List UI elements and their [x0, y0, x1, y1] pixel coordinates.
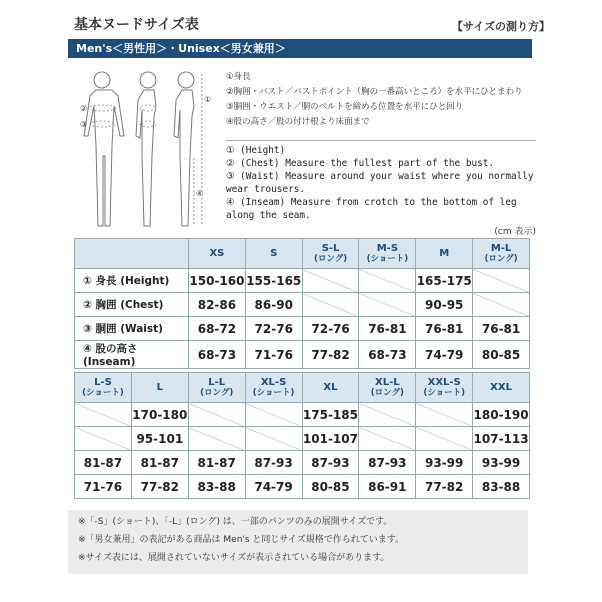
footnotes	[68, 510, 528, 574]
size-cell: 77-82	[302, 341, 359, 369]
size-cell: 175-185	[302, 403, 359, 427]
size-cell: 170-180	[131, 403, 188, 427]
size-cell: 77-82	[416, 475, 473, 499]
size-cell	[188, 403, 245, 427]
row-label: ② 胸囲 (Chest)	[75, 293, 189, 317]
en-note-chest: ② (Chest) Measure the fullest part of the bust.	[226, 158, 495, 169]
size-cell	[245, 427, 302, 451]
size-cell: 101-107	[302, 427, 359, 451]
size-table-1	[74, 238, 530, 369]
size-cell: 90-95	[416, 293, 473, 317]
size-cell: 76-81	[416, 317, 473, 341]
table1-header: XS	[189, 239, 246, 269]
size-cell: 68-73	[359, 341, 416, 369]
size-cell: 72-76	[302, 317, 359, 341]
figure-label-height: ①	[204, 95, 212, 104]
table1-corner	[75, 239, 189, 269]
table-row	[75, 341, 530, 369]
table-row	[75, 269, 530, 293]
footnote: ※「男女兼用」の表記がある商品は Men's と同じサイズ規格で作られています。	[78, 535, 404, 545]
table2-header: L	[131, 373, 188, 403]
size-cell	[302, 293, 359, 317]
size-cell: 76-81	[359, 317, 416, 341]
page-title: 基本ヌードサイズ表	[74, 17, 199, 33]
size-cell: 74-79	[416, 341, 473, 369]
table2-header: L-S (ショート)	[75, 373, 132, 403]
table-row	[75, 475, 530, 499]
table2-header: XL-L (ロング)	[359, 373, 416, 403]
size-cell: 80-85	[302, 475, 359, 499]
en-note-height: ① (Height)	[226, 145, 286, 156]
size-cell	[416, 427, 473, 451]
table-row	[75, 451, 530, 475]
footnote: ※サイズ表には、展開されていないサイズが表示されている場合があります。	[78, 553, 390, 563]
size-cell: 83-88	[188, 475, 245, 499]
table-row	[75, 317, 530, 341]
footnote: ※「-S」(ショート)、「-L」(ロング) は、一部のパンツのみの展開サイズです。	[78, 517, 393, 527]
size-cell: 74-79	[245, 475, 302, 499]
body-figures-illustration	[76, 66, 224, 232]
size-cell: 95-101	[131, 427, 188, 451]
jp-note-waist: ③胴囲・ウエスト／胴のベルトを締める位置を水平にひと回り	[226, 102, 464, 112]
size-cell: 82-86	[189, 293, 246, 317]
body-measurement-figures	[76, 66, 224, 232]
size-cell	[359, 427, 416, 451]
size-cell	[359, 269, 416, 293]
en-note-inseam: ④ (Inseam) Measure from crotch to the bottom of leg along the seam.	[226, 197, 517, 221]
size-cell: 77-82	[131, 475, 188, 499]
table1-header: M	[416, 239, 473, 269]
jp-note-chest: ②胸囲・バスト／バストポイント（胸の一番高いところ）を水平にひとまわり	[226, 87, 523, 97]
size-cell: 72-76	[245, 317, 302, 341]
en-note-waist: ③ (Waist) Measure around your waist where you normally wear trousers.	[226, 171, 534, 195]
size-cell: 93-99	[473, 451, 530, 475]
table2-header: XL-S (ショート)	[245, 373, 302, 403]
table-row	[75, 403, 530, 427]
size-cell: 81-87	[188, 451, 245, 475]
size-cell: 150-160	[189, 269, 246, 293]
size-cell: 81-87	[75, 451, 132, 475]
table1-header: S-L (ロング)	[302, 239, 359, 269]
size-cell: 80-85	[473, 341, 530, 369]
figure-label-chest: ②	[80, 104, 88, 113]
size-cell: 86-91	[359, 475, 416, 499]
size-cell: 86-90	[245, 293, 302, 317]
japanese-measure-notes	[226, 70, 536, 130]
table1-header: S	[245, 239, 302, 269]
row-label: ③ 胴囲 (Waist)	[75, 317, 189, 341]
size-cell	[245, 403, 302, 427]
size-cell: 68-72	[189, 317, 246, 341]
unit-label: (cm 表示)	[494, 227, 536, 237]
size-cell: 107-113	[473, 427, 530, 451]
size-cell	[75, 403, 132, 427]
size-cell	[188, 427, 245, 451]
size-cell: 87-93	[245, 451, 302, 475]
table2-header: XXL-S (ショート)	[416, 373, 473, 403]
size-cell: 93-99	[416, 451, 473, 475]
size-cell: 87-93	[359, 451, 416, 475]
table2-header: XXL	[473, 373, 530, 403]
size-cell: 180-190	[473, 403, 530, 427]
row-label: ① 身長 (Height)	[75, 269, 189, 293]
size-cell	[75, 427, 132, 451]
size-cell	[302, 269, 359, 293]
english-measure-notes	[226, 140, 536, 222]
size-cell	[473, 293, 530, 317]
size-cell	[416, 403, 473, 427]
category-banner: Men's＜男性用＞・Unisex＜男女兼用＞	[68, 39, 532, 58]
size-cell: 165-175	[416, 269, 473, 293]
size-cell: 68-73	[189, 341, 246, 369]
jp-note-inseam: ④股の高さ／股の付け根より床面まで	[226, 117, 370, 127]
jp-note-height: ①身長	[226, 72, 251, 82]
table-row	[75, 427, 530, 451]
row-label: ④ 股の高さ(Inseam)	[75, 341, 189, 369]
size-table-2	[74, 372, 530, 499]
table-row	[75, 293, 530, 317]
size-cell	[473, 269, 530, 293]
size-cell	[359, 403, 416, 427]
how-to-measure-heading: 【サイズの測り方】	[451, 20, 550, 33]
size-cell: 87-93	[302, 451, 359, 475]
size-cell: 71-76	[245, 341, 302, 369]
size-cell: 155-165	[245, 269, 302, 293]
size-cell: 76-81	[473, 317, 530, 341]
figure-label-inseam: ④	[196, 189, 204, 198]
size-cell: 71-76	[75, 475, 132, 499]
table1-header: M-S (ショート)	[359, 239, 416, 269]
table1-header: M-L (ロング)	[473, 239, 530, 269]
size-cell: 83-88	[473, 475, 530, 499]
size-cell: 81-87	[131, 451, 188, 475]
table2-header: L-L (ロング)	[188, 373, 245, 403]
size-cell	[359, 293, 416, 317]
figure-label-waist: ③	[80, 120, 88, 129]
table2-header: XL	[302, 373, 359, 403]
